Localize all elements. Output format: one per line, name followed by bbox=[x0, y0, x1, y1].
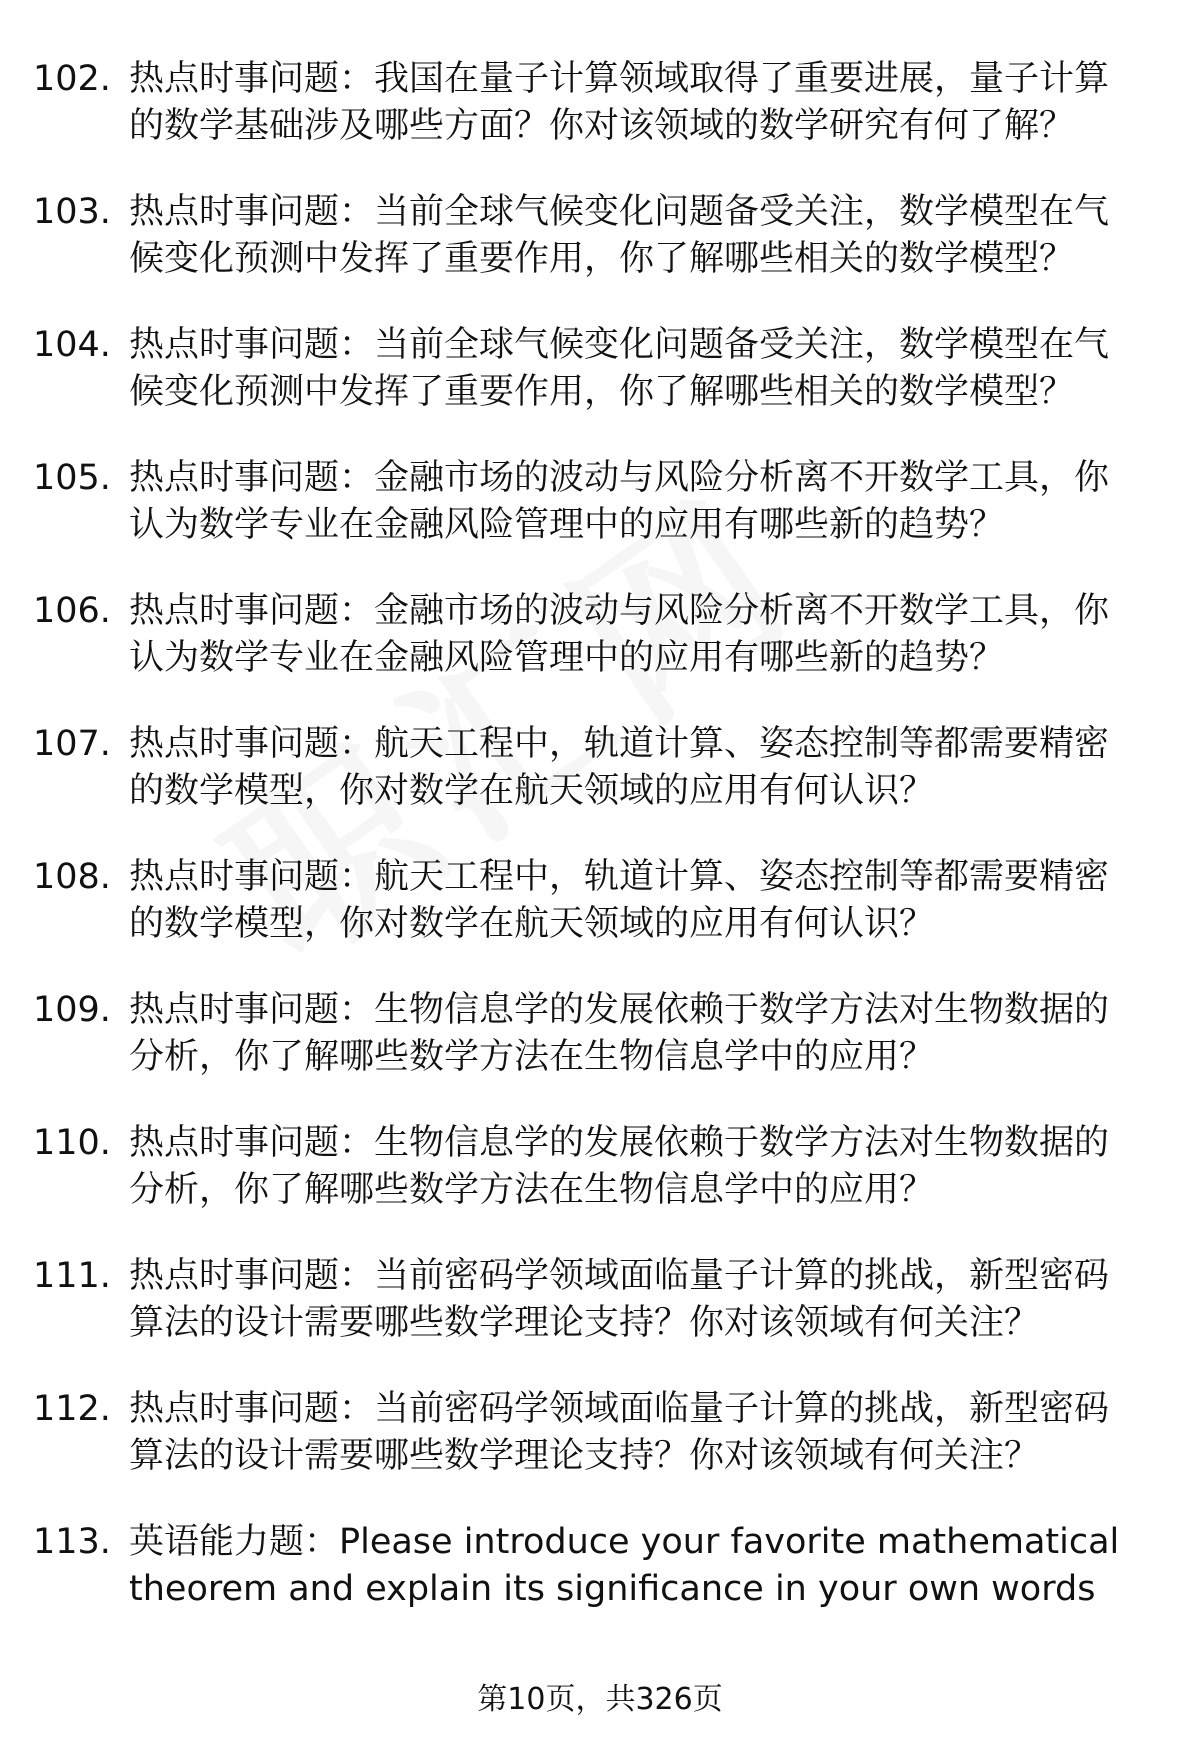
question-number: 103. bbox=[33, 192, 111, 232]
page-footer: 第10页，共326页 bbox=[477, 1682, 723, 1717]
list-item bbox=[33, 455, 1143, 588]
question-number: 113. bbox=[33, 1522, 111, 1562]
question-number: 102. bbox=[33, 59, 111, 99]
question-text: 热点时事问题：航天工程中，轨道计算、姿态控制等都需要精密的数学模型，你对数学在航天领域的应用有何认识？ bbox=[129, 724, 1110, 811]
question-number: 106. bbox=[33, 591, 111, 631]
question-text: 热点时事问题：当前全球气候变化问题备受关注，数学模型在气候变化预测中发挥了重要作用，你了解哪些相关的数学模型？ bbox=[129, 192, 1110, 279]
list-item bbox=[33, 987, 1143, 1120]
question-text: 热点时事问题：当前密码学领域面临量子计算的挑战，新型密码算法的设计需要哪些数学理论支持？你对该领域有何关注？ bbox=[129, 1256, 1110, 1343]
list-item bbox=[33, 1253, 1143, 1386]
question-text: 热点时事问题：当前密码学领域面临量子计算的挑战，新型密码算法的设计需要哪些数学理论支持？你对该领域有何关注？ bbox=[129, 1389, 1110, 1476]
question-text: 热点时事问题：生物信息学的发展依赖于数学方法对生物数据的分析，你了解哪些数学方法在生物信息学中的应用？ bbox=[129, 1123, 1110, 1210]
question-number: 104. bbox=[33, 325, 111, 365]
list-item bbox=[33, 854, 1143, 987]
question-number: 112. bbox=[33, 1389, 111, 1429]
question-number: 107. bbox=[33, 724, 111, 764]
list-item bbox=[33, 56, 1143, 189]
list-item bbox=[33, 1519, 1143, 1652]
list-item bbox=[33, 189, 1143, 322]
list-item bbox=[33, 588, 1143, 721]
list-item bbox=[33, 1120, 1143, 1253]
question-number: 108. bbox=[33, 857, 111, 897]
question-number: 105. bbox=[33, 458, 111, 498]
question-text: 热点时事问题：生物信息学的发展依赖于数学方法对生物数据的分析，你了解哪些数学方法在生物信息学中的应用？ bbox=[129, 990, 1110, 1077]
question-number: 111. bbox=[33, 1256, 111, 1296]
question-list bbox=[33, 56, 1143, 1652]
question-number: 109. bbox=[33, 990, 111, 1030]
list-item bbox=[33, 1386, 1143, 1519]
question-text: 热点时事问题：金融市场的波动与风险分析离不开数学工具，你认为数学专业在金融风险管理中的应用有哪些新的趋势？ bbox=[129, 591, 1110, 678]
question-number: 110. bbox=[33, 1123, 111, 1163]
question-text: 热点时事问题：金融市场的波动与风险分析离不开数学工具，你认为数学专业在金融风险管理中的应用有哪些新的趋势？ bbox=[129, 458, 1110, 545]
list-item bbox=[33, 322, 1143, 455]
list-item bbox=[33, 721, 1143, 854]
question-text: 热点时事问题：当前全球气候变化问题备受关注，数学模型在气候变化预测中发挥了重要作用，你了解哪些相关的数学模型？ bbox=[129, 325, 1110, 412]
question-text: 英语能力题：Please introduce your favorite mathematical theorem and explain its significance in your own words bbox=[129, 1522, 1120, 1609]
question-text: 热点时事问题：我国在量子计算领域取得了重要进展，量子计算的数学基础涉及哪些方面？你对该领域的数学研究有何了解？ bbox=[129, 59, 1110, 146]
question-text: 热点时事问题：航天工程中，轨道计算、姿态控制等都需要精密的数学模型，你对数学在航天领域的应用有何认识？ bbox=[129, 857, 1110, 944]
